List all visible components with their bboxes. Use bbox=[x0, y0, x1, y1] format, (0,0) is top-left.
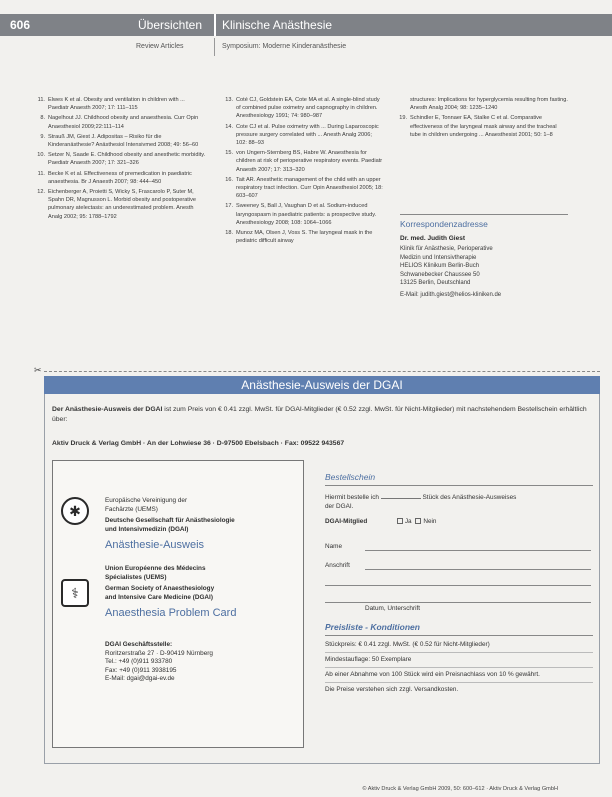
section-label: Übersichten bbox=[138, 18, 203, 32]
dgai-logo-icon: ⚕ bbox=[61, 579, 89, 607]
address-line: 13125 Berlin, Deutschland bbox=[400, 280, 471, 287]
subheader-left: Review Articles bbox=[136, 43, 184, 50]
reference: 11. Elwes K et al. Obesity and ventilation in children with ... Paediatr Anaesth 2007; 17: 111–115 bbox=[37, 97, 185, 112]
price-line: Mindestauflage: 50 Exemplare bbox=[325, 656, 412, 663]
divider bbox=[400, 214, 568, 215]
reference: 13. Coté CJ, Goldstein EA, Cote MA et al. A single-blind study of combined pulse oximetry and capnography in children. Anesthesiology 1991; 74: 980–987 bbox=[225, 97, 380, 120]
author-name: Dr. med. Judith Giest bbox=[400, 235, 466, 242]
references-column-3 bbox=[398, 96, 568, 141]
order-section bbox=[325, 472, 593, 695]
order-quantity-line-end: der DGAI. bbox=[325, 503, 354, 510]
reference: 16. Tait AR. Anesthetic management of the child with an upper respiratory tract infection. Curr Opin Anaesthesiol 2005; 18: 603–607 bbox=[225, 176, 383, 200]
address-line: Schwanebecker Chaussee 50 bbox=[400, 271, 480, 278]
card-contact: DGAI Geschäftsstelle: Roritzerstraße 27 · D-90419 Nürnberg Tel.: +49 (0)911 933780 Fax: +49 (0)911 3938195 E-Mail: dgai@dgai-ev.de bbox=[105, 641, 213, 683]
header-divider bbox=[214, 14, 216, 36]
price-line: Die Preise verstehen sich zzgl. Versandkosten. bbox=[325, 686, 459, 693]
reference: 11. Becke K et al. Effectiveness of premedication in paediatric anaesthesia. Br J Anaesth 2007; 98: 444–450 bbox=[37, 170, 192, 185]
card-title-en: Anaesthesia Problem Card bbox=[105, 607, 237, 619]
form-intro: Der Anästhesie-Ausweis der DGAI ist zum Preis von € 0.41 zzgl. MwSt. für DGAI-Mitglieder (€ 0.52 zzgl. MwSt. für Nicht-Mitglieder) mit nachstehendem Bestellschein erhältlich über: bbox=[52, 406, 587, 423]
subheader-right: Symposium: Moderne Kinderanästhesie bbox=[222, 43, 347, 50]
address-line: HELIOS Klinikum Berlin-Buch bbox=[400, 263, 480, 270]
address-line: Klinik für Anästhesie, Perioperative bbox=[400, 246, 493, 252]
order-quantity-line: Hiermit bestelle ich Stück des Anästhesie-Ausweises bbox=[325, 494, 517, 501]
page-number: 606 bbox=[10, 18, 31, 32]
address-line-2[interactable] bbox=[325, 585, 591, 586]
reference: structures: Implications for hyperglycemia resulting from fasting. Anesth Analg 2004; 98: 1235–1240 bbox=[410, 97, 568, 112]
uems-logo-icon: ✱ bbox=[61, 497, 89, 525]
order-heading: Bestellschein bbox=[325, 472, 376, 482]
member-row: DGAI-Mitglied Ja Nein bbox=[325, 518, 437, 525]
member-no-checkbox[interactable] bbox=[415, 518, 421, 524]
name-field[interactable]: Name bbox=[325, 543, 593, 550]
reference: 17. Sweeney S, Ball J, Vaughan D et al. Sodium-induced laryngospasm in paediatric patients: a prospective study. Anesthesiology 2008; 108: 1064–1066 bbox=[225, 203, 377, 226]
form-title: Anästhesie-Ausweis der DGAI bbox=[44, 376, 600, 394]
divider bbox=[325, 485, 593, 486]
correspondence-heading: Korrespondenzadresse bbox=[400, 219, 488, 229]
card-title-de: Anästhesie-Ausweis bbox=[105, 539, 205, 551]
references-column-1 bbox=[36, 96, 206, 223]
subheader-divider bbox=[214, 38, 215, 56]
cut-line bbox=[44, 371, 600, 372]
card-org-3: Union Européenne des Médecins Spécialistes (UEMS) bbox=[105, 565, 206, 581]
card-org-1: Europäische Vereinigung der Fachärzte (UEMS) bbox=[105, 497, 188, 513]
reference: 8. Nagelhout JJ. Childhood obesity and anaesthesia. Curr Opin Anaesthesiol 2009;22:111–114 bbox=[40, 115, 199, 130]
price-line: Stückpreis: € 0.41 zzgl. MwSt. (€ 0.52 für Nicht-Mitglieder) bbox=[325, 641, 490, 648]
address-field[interactable]: Anschrift bbox=[325, 562, 593, 569]
reference: 10. Setzer N, Saade E. Childhood obesity and anesthetic morbidity. Paediatr Anaesth 2007; 17: 321–326 bbox=[37, 152, 206, 167]
reference: 12. Eichenberger A, Proietti S, Wicky S, Frascarolo P, Suter M, Spahn DR, Magnusson L. Morbid obesity and postoperative pulmonary atelectasis: an underestimated problem. Anesth Analg 2002; 95: 1788–1792 bbox=[37, 189, 197, 220]
reference: 14. Cote CJ et al. Pulse oximetry with ... During Laparoscopic pressure surgery correlated with ... Anesth Analg 2006; 102: 88–93 bbox=[225, 123, 379, 147]
member-yes-checkbox[interactable] bbox=[397, 518, 403, 524]
reference: 19. Schindler E, Tonnaer EA, Stalke C et al. Comparative effectiveness of the laryngeal mask airway and the tracheal tube in children undergoing ... Anaesthesist 2001; 50: 1–8 bbox=[399, 115, 557, 138]
address-line: Medizin und Intensivtherapie bbox=[400, 254, 477, 261]
scissors-icon: ✂ bbox=[34, 365, 42, 375]
topic-label: Klinische Anästhesie bbox=[222, 18, 333, 32]
reference: 18. Munoz MA, Olsen J, Voss S. The laryngeal mask in the pediatric difficult airway bbox=[225, 230, 373, 245]
signature-label: Datum, Unterschrift bbox=[365, 605, 421, 612]
publisher-address: Aktiv Druck & Verlag GmbH · An der Lohwiese 36 · D-97500 Ebelsbach · Fax: 09522 943567 bbox=[52, 440, 345, 447]
reference: 15. von Ungern-Sternberg BS, Habre W. Anaesthesia for children at risk of perioperative respiratory events. Paediatr Anaesth 2007; 17: 313–320 bbox=[225, 150, 383, 173]
price-line: Ab einer Abnahme von 100 Stück wird ein Preisnachlass von 10 % gewährt. bbox=[325, 671, 540, 678]
anaesthesia-card-image bbox=[52, 460, 304, 748]
reference: 9. Strauß JM, Giest J. Adipositas – Risiko für die Kinderanästhesie? Anästhesiol Intensivmed 2008; 49: 56–60 bbox=[40, 133, 199, 149]
page-header bbox=[0, 14, 612, 36]
card-org-2: Deutsche Gesellschaft für Anästhesiologie und Intensivmedizin (DGAI) bbox=[105, 517, 235, 533]
correspondence-box bbox=[400, 214, 568, 298]
signature-line[interactable] bbox=[325, 602, 591, 603]
card-org-4: German Society of Anaesthesiology and Intensive Care Medicine (DGAI) bbox=[105, 585, 215, 601]
divider bbox=[325, 635, 593, 636]
references-column-2 bbox=[224, 96, 384, 247]
author-email: E-Mail: judith.giest@helios-kliniken.de bbox=[400, 291, 502, 298]
price-heading: Preisliste - Konditionen bbox=[325, 622, 420, 632]
footer: © Aktiv Druck & Verlag GmbH 2009, 50: 600–612 · Aktiv Druck & Verlag GmbH bbox=[362, 786, 558, 792]
quantity-input[interactable] bbox=[381, 498, 421, 499]
